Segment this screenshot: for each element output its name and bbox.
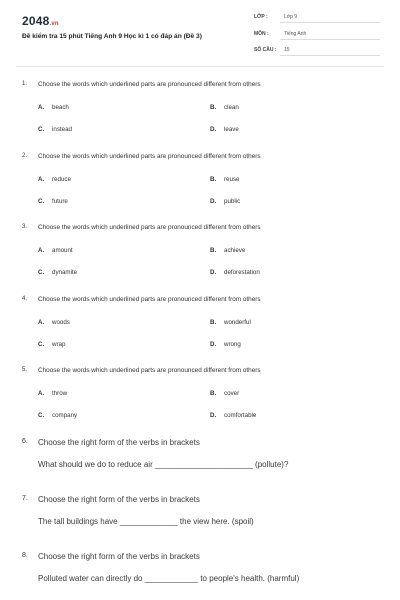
question-text: Choose the words which underlined parts are pronounced different from others (38, 153, 261, 160)
option-text: reduce (52, 176, 71, 183)
option-key: A. (38, 319, 45, 326)
option-text: dynamite (52, 269, 78, 276)
page-header (0, 0, 400, 66)
option-a[interactable] (38, 247, 73, 254)
meta-class-value: Lớp 9 (284, 14, 298, 20)
option-d[interactable] (210, 412, 256, 419)
option-text: future (52, 198, 68, 205)
logo-main: 2048 (22, 14, 50, 28)
question-number: 8. (22, 552, 28, 559)
question-sentence: The tall buildings have _____________ the view here. (spoil) (38, 517, 254, 526)
meta-subject-value: Tiếng Anh (284, 31, 307, 37)
option-c[interactable] (38, 412, 77, 419)
option-key: D. (210, 412, 217, 419)
option-key: A. (38, 176, 45, 183)
meta-count-label: SỐ CÂU : (254, 47, 277, 53)
option-text: leave (224, 126, 239, 133)
option-text: throw (52, 390, 68, 397)
option-key: B. (210, 390, 217, 397)
option-c[interactable] (38, 269, 77, 276)
meta-line (280, 22, 380, 23)
question-text: Choose the words which underlined parts are pronounced different from others (38, 367, 261, 374)
meta-line (280, 39, 380, 40)
option-text: clean (224, 104, 239, 111)
option-b[interactable] (210, 176, 239, 183)
option-key: D. (210, 198, 217, 205)
option-a[interactable] (38, 104, 69, 111)
option-text: amount (52, 247, 73, 254)
option-b[interactable] (210, 319, 251, 326)
option-d[interactable] (210, 198, 240, 205)
option-key: C. (38, 412, 45, 419)
option-key: C. (38, 126, 45, 133)
option-key: D. (210, 126, 217, 133)
option-key: A. (38, 247, 45, 254)
option-text: public (224, 198, 241, 205)
option-text: woods (52, 319, 70, 326)
option-a[interactable] (38, 319, 70, 326)
page-title: Đề kiểm tra 15 phút Tiếng Anh 9 Học kì 1 có đáp án (Đề 3) (22, 33, 202, 40)
option-d[interactable] (210, 341, 241, 348)
option-key: B. (210, 247, 217, 254)
meta-subject (254, 31, 380, 41)
option-b[interactable] (210, 247, 245, 254)
question-text: Choose the right form of the verbs in brackets (38, 438, 200, 447)
option-text: comfortable (224, 412, 257, 419)
option-b[interactable] (210, 104, 239, 111)
option-text: achieve (224, 247, 246, 254)
option-c[interactable] (38, 341, 65, 348)
question-number: 7. (22, 495, 28, 502)
option-key: D. (210, 269, 217, 276)
question-sentence: What should we do to reduce air ______________________ (pollute)? (38, 460, 289, 469)
logo-tld: .vn (49, 21, 59, 27)
meta-count-value: 15 (284, 47, 290, 53)
option-key: B. (210, 319, 217, 326)
option-a[interactable] (38, 390, 67, 397)
question-text: Choose the words which underlined parts are pronounced different from others (38, 224, 261, 231)
option-c[interactable] (38, 198, 68, 205)
option-text: wrong (224, 341, 241, 348)
option-text: wrap (52, 341, 66, 348)
question-number: 2. (22, 153, 28, 159)
option-a[interactable] (38, 176, 71, 183)
option-d[interactable] (210, 269, 260, 276)
option-b[interactable] (210, 390, 239, 397)
question-number: 1. (22, 81, 28, 87)
question-text: Choose the words which underlined parts are pronounced different from others (38, 296, 261, 303)
option-key: C. (38, 341, 45, 348)
option-text: cover (224, 390, 240, 397)
question-sentence: Polluted water can directly do ____________ to people's health. (harmful) (38, 574, 300, 583)
question-number: 6. (22, 438, 28, 445)
option-key: A. (38, 390, 45, 397)
question-number: 4. (22, 296, 28, 302)
meta-line (280, 55, 380, 56)
option-key: A. (38, 104, 45, 111)
option-text: instead (52, 126, 72, 133)
site-logo[interactable] (22, 14, 59, 28)
header-divider (16, 66, 384, 67)
option-text: reuse (224, 176, 240, 183)
option-key: B. (210, 176, 217, 183)
question-text: Choose the words which underlined parts are pronounced different from others (38, 81, 261, 88)
option-key: C. (38, 198, 45, 205)
question-text: Choose the right form of the verbs in brackets (38, 495, 200, 504)
option-text: company (52, 412, 78, 419)
option-text: beach (52, 104, 69, 111)
option-key: B. (210, 104, 217, 111)
option-c[interactable] (38, 126, 72, 133)
question-number: 5. (22, 367, 28, 373)
option-d[interactable] (210, 126, 239, 133)
option-text: wonderful (224, 319, 251, 326)
option-text: deforestation (224, 269, 260, 276)
question-text: Choose the right form of the verbs in brackets (38, 552, 200, 561)
question-number: 3. (22, 224, 28, 230)
meta-class-label: LỚP : (254, 14, 268, 20)
option-key: C. (38, 269, 45, 276)
meta-subject-label: MÔN : (254, 31, 269, 37)
meta-count (254, 47, 380, 57)
meta-class (254, 14, 380, 24)
option-key: D. (210, 341, 217, 348)
